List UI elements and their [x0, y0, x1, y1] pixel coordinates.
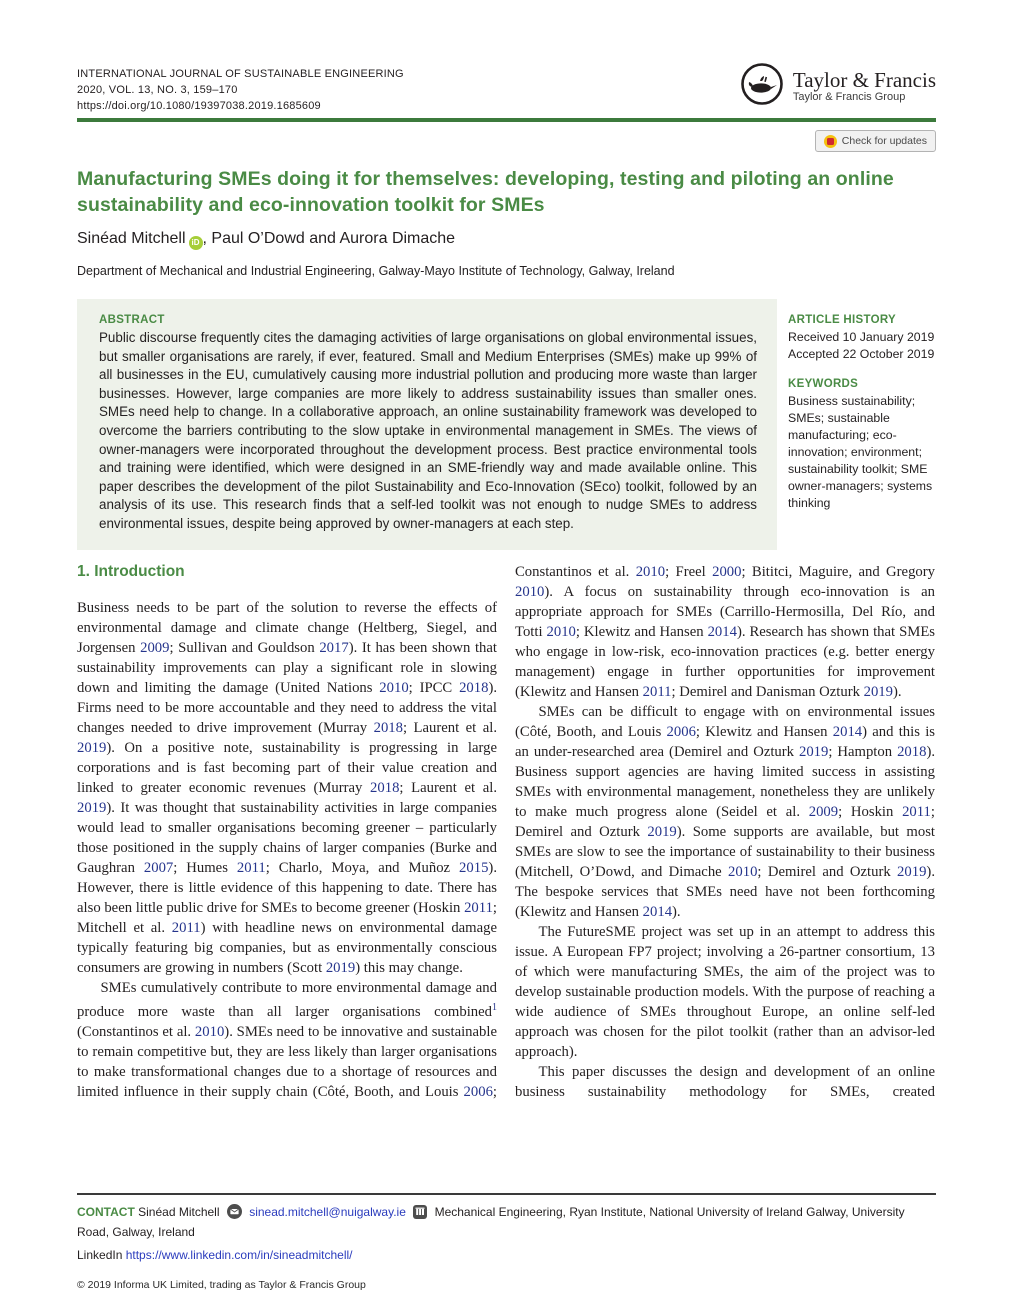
taylor-francis-wordmark [793, 69, 936, 104]
keywords-heading: KEYWORDS [788, 378, 859, 390]
linkedin-link[interactable]: https://www.linkedin.com/in/sineadmitchell/ [125, 1248, 353, 1262]
right-column [515, 562, 935, 1102]
contact-label: CONTACT [77, 1205, 135, 1219]
journal-volume: 2020, VOL. 13, NO. 3, 159–170 [77, 84, 238, 96]
crossmark-icon [824, 135, 837, 148]
received-date: Received 10 January 2019 [788, 330, 935, 344]
body-columns [77, 562, 936, 1102]
keywords-text: Business sustainability; SMEs; sustainable manufacturing; eco-innovation; environment; sustainability toolkit; SME owner-managers; systems thinking [788, 394, 933, 510]
paragraph: SMEs can be difficult to engage with on environmental issues (Côté, Booth, and Louis 2006; Klewitz and Hansen 2014) and this is an under-researched area (Demirel and Ozturk 2019; Hampton 2018). Business support agencies are having limited success in assisting SMEs with environmental management, nonetheless they are unlikely to make much progress alone (Seidel et al. 2009; Hoskin 2011; Demirel and Ozturk 2019). Some supports are available, but most SMEs are slow to see the importance of sustainability to their business (Mitchell, O’Dowd, and Dimache 2010; Demirel and Ozturk 2019). The bespoke services that SMEs need have not been forthcoming (Klewitz and Hansen 2014). [515, 704, 936, 920]
paragraph: The FutureSME project was set up in an attempt to address this issue. A European FP7 project; involving a 26-partner consortium, 13 of which were manufacturing SMEs, the aim of the project was to develop sustainable production models. With the purpose of reaching a wide audience of SMEs throughout Europe, an online self-led approach was chosen for the pilot toolkit (rather than an advisor-led approach). [515, 924, 935, 1060]
email-icon [227, 1208, 245, 1222]
contact-address: Mechanical Engineering, Ryan Institute, National University of Ireland Galway, University Road, Galway, Ireland [77, 1205, 905, 1239]
abstract-section [77, 299, 936, 550]
coauthor-names: , Paul O’Dowd and Aurora Dimache [202, 230, 456, 247]
building-icon [413, 1208, 430, 1222]
paragraph: Business needs to be part of the solution to reverse the effects of environmental damage and climate change (Heltberg, Siegel, and Jorgensen 2009; Sullivan and Gouldson 2017). It has been shown that sustainability improvements can play a significant role in slowing down and limiting the damage (United Nations 2010; IPCC 2018). Firms need to be more accountable and they need to address the vital changes needed to drive improvement (Murray 2018; Laurent et al. 2019). On a positive note, sustainability is progressing in large corporations and is fast becoming part of their value creation and linked to greater economic revenues (Murray 2018; Laurent et al. 2019). It was thought that sustainability activities in large companies would lead to smaller organisations becoming greener – particularly those positioned in the supply chains of larger companies (Burke and Gaughran 2007; Humes 2011; Charlo, Moya, and Muñoz 2015). However, there is little evidence of this happening to date. There has also been little public drive for SMEs to become greener (Hoskin 2011; Mitchell et al. 2011) with headline news on environmental damage typically featuring big companies, but as environmentally conscious consumers are growing in numbers (Scott 2019) this may change. [77, 600, 498, 976]
publisher-name: Taylor & Francis [792, 68, 936, 92]
left-column [77, 562, 497, 1102]
author-line [77, 230, 455, 250]
keywords-block [788, 378, 936, 512]
journal-header [77, 62, 936, 114]
journal-meta [77, 62, 404, 114]
contact-footer [77, 1193, 936, 1294]
email-link[interactable]: sinead.mitchell@nuigalway.ie [249, 1205, 406, 1219]
article-info-sidebar [788, 299, 936, 512]
check-for-updates-button[interactable] [815, 130, 936, 152]
contact-name: Sinéad Mitchell [138, 1205, 220, 1219]
abstract-heading: ABSTRACT [99, 314, 165, 326]
journal-doi: https://doi.org/10.1080/19397038.2019.1685609 [77, 100, 321, 112]
taylor-francis-lamp-icon [740, 62, 784, 111]
author-name: Sinéad Mitchell [77, 230, 186, 247]
publisher-group: Taylor & Francis Group [792, 91, 906, 103]
article-history [788, 314, 936, 363]
copyright-notice: © 2019 Informa UK Limited, trading as Taylor & Francis Group [77, 1279, 366, 1291]
header-divider [77, 118, 936, 122]
article-history-heading: ARTICLE HISTORY [788, 314, 897, 326]
paragraph: This paper discusses the design and development of an online business sustainability methodology for SMEs, created [515, 1064, 935, 1100]
accepted-date: Accepted 22 October 2019 [788, 347, 935, 361]
section-heading-introduction: 1. Introduction [77, 563, 185, 580]
journal-title: INTERNATIONAL JOURNAL OF SUSTAINABLE ENGINEERING [77, 68, 404, 80]
linkedin-line [77, 1247, 936, 1264]
abstract-box [77, 299, 777, 550]
check-for-updates-label: Check for updates [841, 135, 927, 147]
contact-line [77, 1204, 936, 1241]
taylor-francis-logo [740, 62, 936, 111]
abstract-text: Public discourse frequently cites the damaging activities of large organisations on global environmental issues, but smaller organisations are rarely, if ever, featured. Small and Medium Enterprises (SMEs) make up 99% of all businesses in the EU, cumulatively causing more industrial pollution and producing more waste than larger businesses. However, large companies are more likely to address sustainability issues than smaller ones. SMEs need help to change. In a collaborative approach, an online sustainability framework was developed to overcome the barriers contributing to the slow uptake in environmental management in SMEs. The views of owner-managers were incorporated throughout the development process. Best practice environmental tools and training were identified, which were designed in an SME-friendly way and made available online. This paper describes the development of the pilot Sustainability and Eco-Innovation (SEco) toolkit, followed by an analysis of its use. This research finds that a self-led toolkit was not enough to nudge SMEs to address environmental issues, despite being approved by owner-managers at each step. [99, 330, 757, 531]
paragraph: Constantinos et al. 2010; Freel 2000; Bititci, Maguire, and Gregory 2010). A focus on sustainability through eco-innovation is an appropriate approach for SMEs (Carrillo-Hermosilla, Del Río, and Totti 2010; Klewitz and Hansen 2014). Research has shown that SMEs who engage in low-risk, eco-innovation practices (e.g. better energy management) engage in further opportunities for improvement (Klewitz and Hansen 2011; Demirel and Danisman Ozturk 2019). [515, 564, 936, 700]
linkedin-label: LinkedIn [77, 1248, 123, 1262]
article-title: Manufacturing SMEs doing it for themselves: developing, testing and piloting an online sustainability and eco-innovation toolkit for SMEs [77, 168, 894, 216]
orcid-icon[interactable]: iD [189, 236, 203, 250]
affiliation: Department of Mechanical and Industrial Engineering, Galway-Mayo Institute of Technology, Galway, Ireland [77, 264, 675, 278]
paragraph: SMEs cumulatively contribute to more environmental damage and produce more waste than all larger organisations combined$^1$ (Constantinos et al. 2010). SMEs need to be innovative and sustainable to remain competitive but, they are less likely than larger organisations to make transformational changes due to a shortage of resources and limited influence in their supply chain (Côté, Booth, and Louis 2006; [77, 980, 497, 1100]
